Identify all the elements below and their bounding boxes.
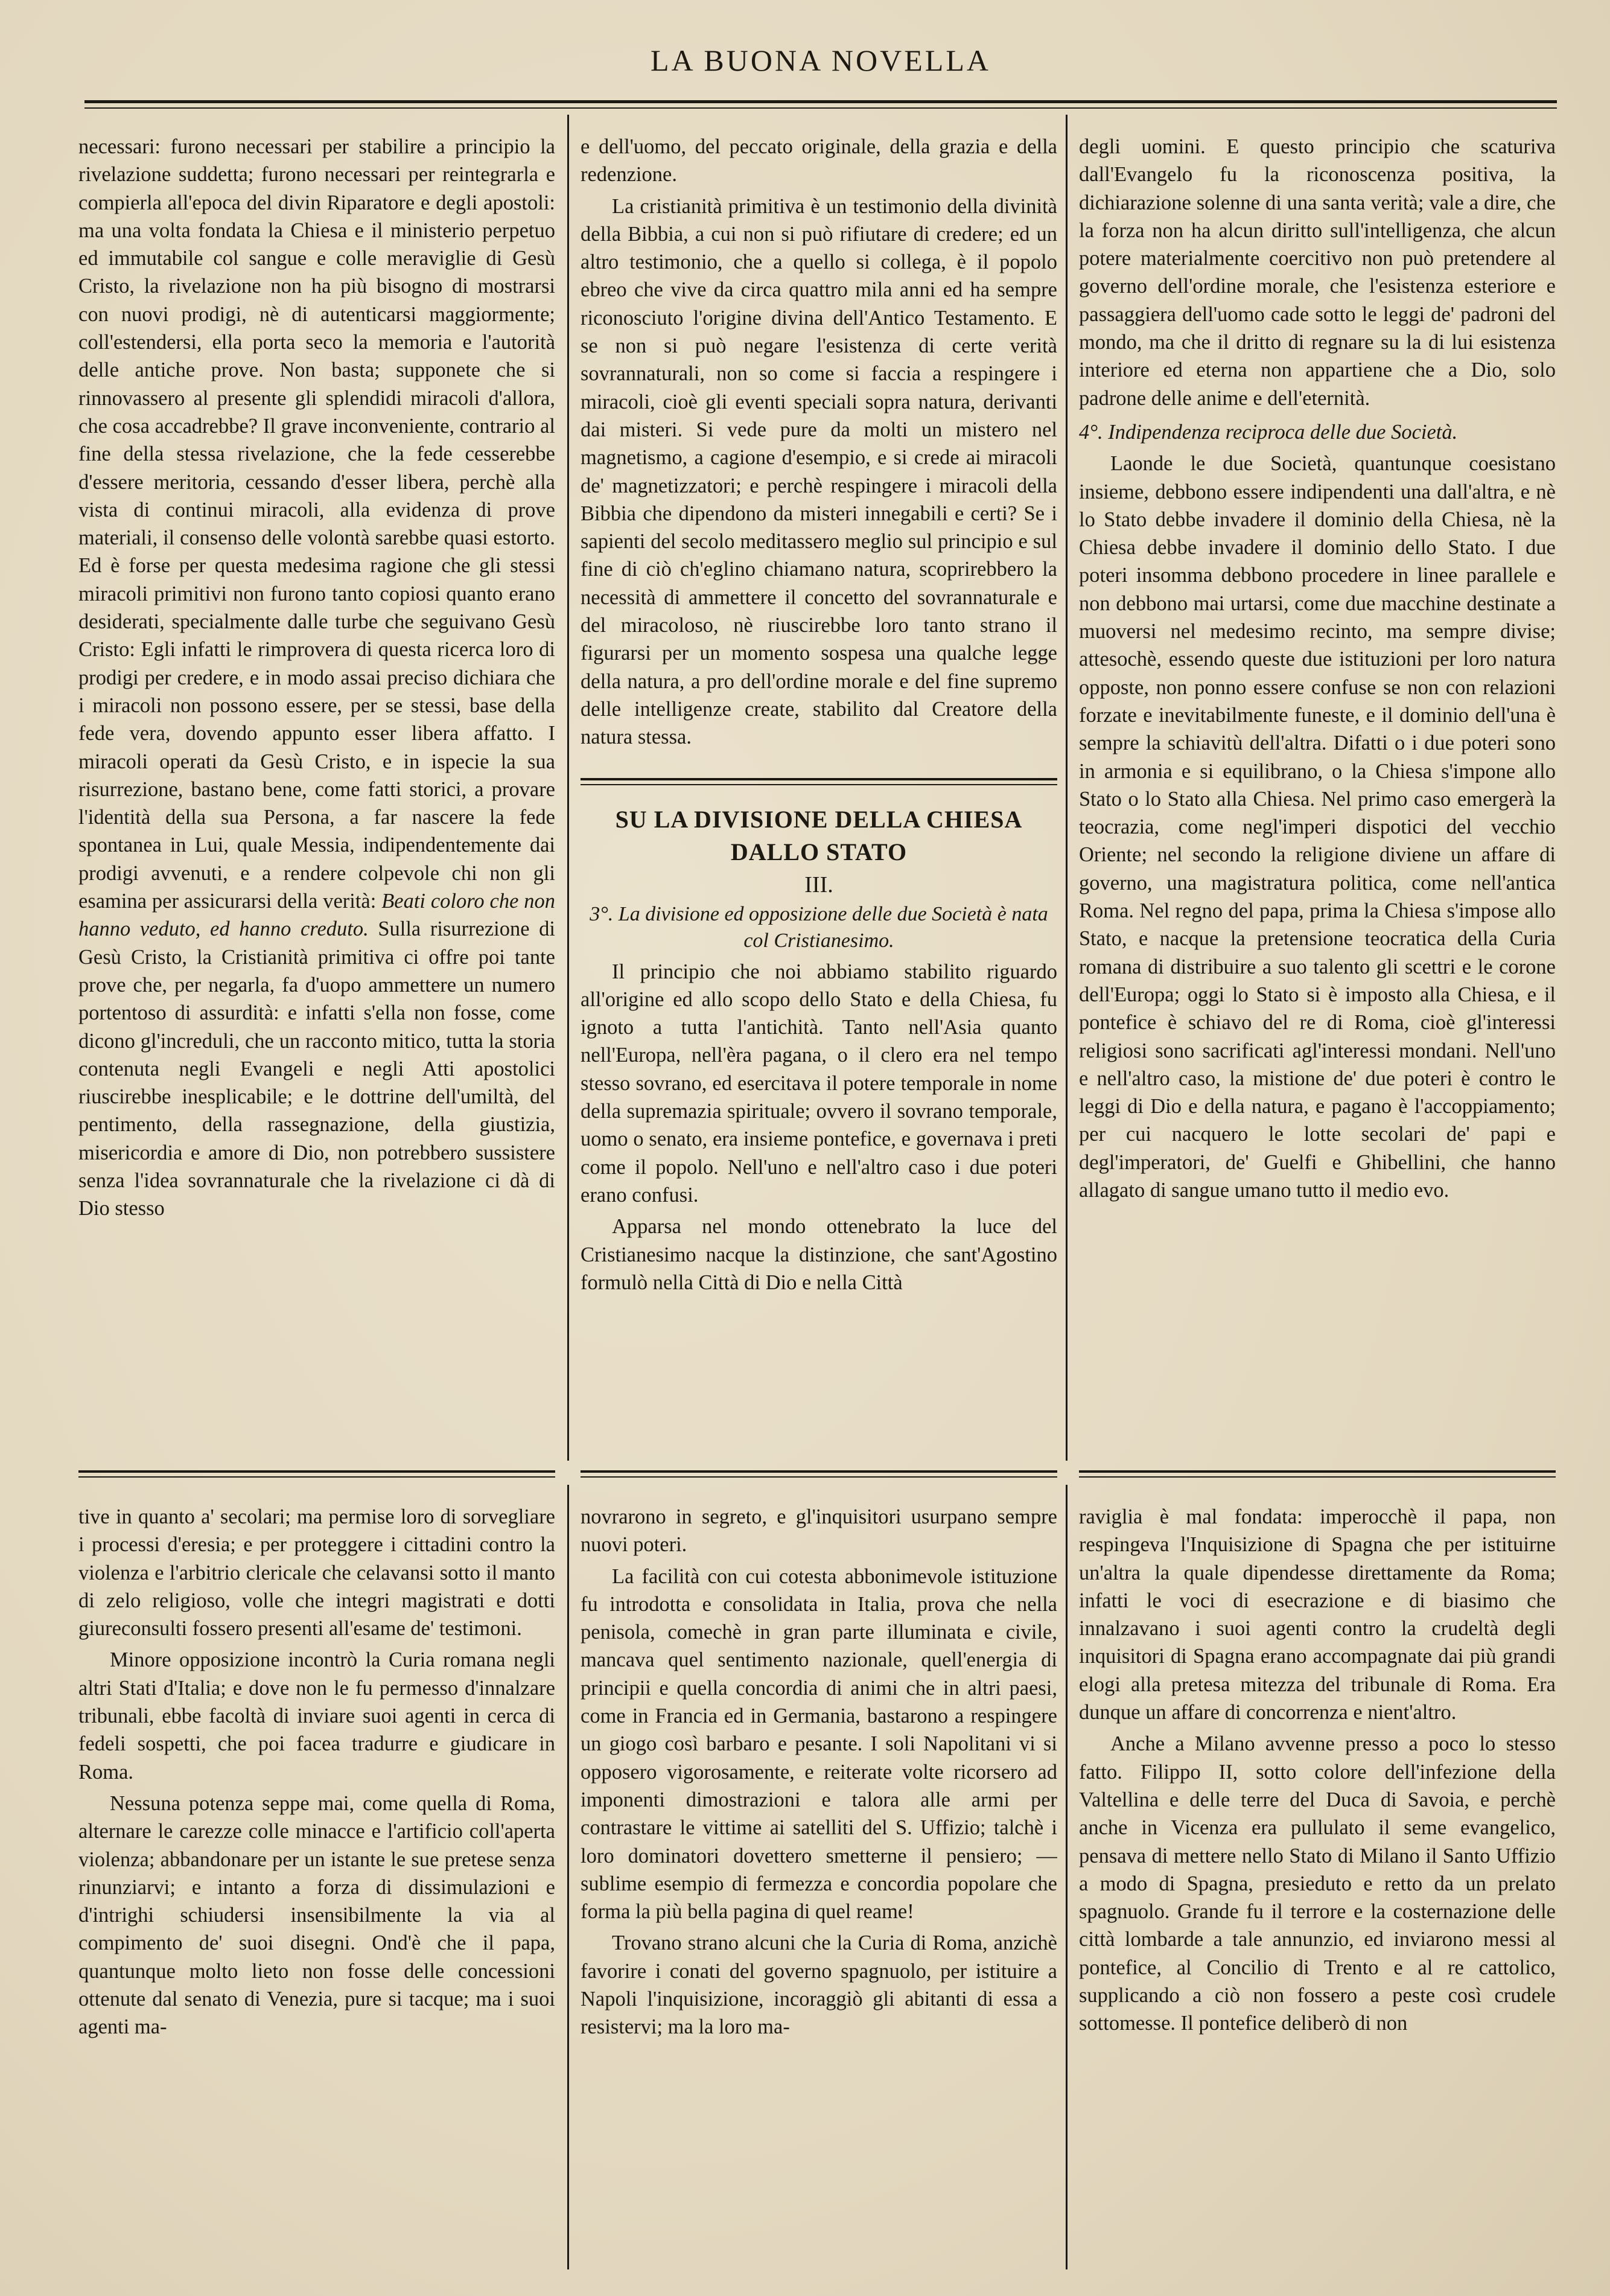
header-rule [84,100,1557,109]
paragraph: e dell'uomo, del peccato originale, della grazia e della redenzione. [581,135,1057,187]
section-rule [78,1470,555,1478]
section-subtitle: 3°. La divisione ed opposizione delle due Società è nata col Cristianesimo. [590,902,1048,952]
masthead-title: LA BUONA NOVELLA [651,43,991,77]
section-title: SU LA DIVISIONE DELLA CHIESA DALLO STATO [615,805,1023,866]
paragraph: La facilità con cui cotesta abbonimevole istituzione fu introdotta e consolidata in Italia, prova che nella penisola, comechè in gran parte illuminata e civile, mancava quel sentimento nazionale, quell'energia di principii e quella concordia di animi che in altri paesi, come in Francia ed in Germania, bastarono a respingere un giogo così barbaro e pesante. I soli Napolitani vi si opposero vigorosamente, e reiterate volte ricorsero ad imponenti dimostrazioni e talora alle armi per contrastare le vittime ai satelliti del S. Uffizio; talchè i loro dominatori dovettero smetterne il pensiero; — sublime esempio di fermezza e concordia popolare che forma la più bella pagina di quel reame! [581,1564,1057,1924]
top-column-2 [581,133,1057,1461]
quotation: Beati coloro che non hanno veduto, ed hanno creduto. [78,890,555,941]
paragraph: degli uomini. E questo principio che scaturiva dall'Evangelo fu la riconoscenza positiva, la dichiarazione solenne di una santa verità; vale a dire, che la forza non ha alcun diritto sull'intelligenza, che alcun potere materialmente coercitivo non può pretendere al governo dell'ordine morale, che l'esistenza esteriore e passaggiera dell'uomo cade sotto le leggi de' padroni del mondo, ma che il dritto di regnare su la di lui esistenza interiore ed eterna non appartiene che a Dio, solo padrone delle anime e dell'eternità. [1079,135,1556,410]
paragraph: Nessuna potenza seppe mai, come quella di Roma, alternare le carezze colle minacce e l'artificio coll'aperta violenza; abbandonare per un istante le sue pretese senza rinunziarvi; e intanto a forza di dissimulazioni e d'intrighi schiudersi insensibilmente la via al compimento de' suoi disegni. Ond'è che il papa, quantunque molto lieto non fosse delle concessioni ottenute dal senato di Venezia, pure si tacque; ma i suoi agenti ma- [78,1791,555,2039]
paragraph: Laonde le due Società, quantunque coesistano insieme, debbono essere indipendenti una dall'altra, e nè lo Stato debbe invadere il dominio della Chiesa, nè la Chiesa debbe invadere il dominio dello Stato. I due poteri insomma debbono procedere in linee parallele e non debbono mai urtarsi, come due macchine destinate a muoversi nel medesimo recinto, ma sempre divise; attesochè, essendo queste due istituzioni per loro natura opposte, non ponno essere confuse se non con relazioni forzate e inevitabilmente funeste, e il dominio dell'una è sempre la schiavitù dell'altra. Difatti o i due poteri sono in armonia e si equilibrano, o la Chiesa s'impone allo Stato o lo Stato alla Chiesa. Nel primo caso emergerà la teocrazia, come negl'imperi dispotici del vecchio Oriente; nel secondo la religione diviene un affare di governo, una magistratura politica, come nell'antica Roma. Nel regno del papa, prima la Chiesa s'impose allo Stato, e nacque la pretensione teocratica della Curia romana di distribuire a suo talento gli scettri e le corone dell'Europa; oggi lo Stato si è imposto alla Chiesa, e il pontefice è schiavo del re di Roma, cioè gl'interessi religiosi sono sacrificati agl'interessi mondani. Nell'uno e nell'altro caso, la mistione de' due poteri è contro le leggi di Dio e della natura, e pagano è l'accoppiamento; per cui nacquero le lotte secolari de' papi e degl'imperatori, de' Guelfi e Ghibellini, che hanno allagato di sangue umano tutto il medio evo. [1079,452,1556,1202]
paragraph: Anche a Milano avvenne presso a poco lo stesso fatto. Filippo II, sotto colore dell'infezione della Valtellina e delle terre del Duca di Savoia, e perchè anche in Vicenza era pullulato il seme evangelico, pensava di mettere nello Stato di Milano il Santo Uffizio a modo di Spagna, presieduto e retto da un prelato spagnuolo. Grande fu il terrore e la costernazione delle città lombarde a tale annunzio, ed inviarono messi al pontefice, al Concilio di Trento e al re cattolico, supplicando a ciò non fossero a peste così crudele sottomesse. Il pontefice deliberò di non [1079,1732,1556,2035]
paragraph: Apparsa nel mondo ottenebrato la luce del Cristianesimo nacque la distinzione, che sant'Agostino formulò nella Città di Dio e nella Città [581,1215,1057,1294]
paragraph: tive in quanto a' secolari; ma permise loro di sorvegliare i processi d'eresia; e per proteggere i cittadini contro la violenza e l'arbitrio clericale che celavansi sotto il manto di zelo religioso, volle che integri magistrati e dotti giureconsulti fossero presenti all'esame de' testimoni. [78,1505,555,1641]
column-divider [1066,1485,1068,2269]
section-rule [1079,1470,1556,1478]
top-column-3 [1079,133,1556,1461]
section-number: III. [804,872,833,898]
paragraph: La cristianità primitiva è un testimonio della divinità della Bibbia, a cui non si può rifiutare di credere; ed un altro testimonio, che a quello si collega, è il popolo ebreo che vive da circa quattro mila anni ed ha sempre riconosciuto l'origine divina dell'Antico Testamento. E se non si può negare l'esistenza di certe verità sovrannaturali, non so come si faccia a respingere i miracoli, cioè gli eventi speciali sopra natura, derivanti dai misteri. Si vede pure da molti un mistero nel magnetismo, a cagione d'esempio, e si crede ai miracoli de' magnetizzatori; e perchè respingere i miracoli della Bibbia che dipendono da misteri innegabili e certi? Se i sapienti del secolo meditassero meglio sul principio e sul fine di ciò ch'eglino chiamano natura, scoprirebbero la necessità di ammettere il concetto del sovrannaturale e del miracoloso, nè riuscirebbe loro tanto strano il figurarsi per un momento sospesa una qualche legge della natura, a pro dell'ordine morale e del fine supremo delle intelligenze create, stabilito dal Creatore della natura stessa. [581,194,1057,749]
subsection-heading: 4°. Indipendenza reciproca delle due Società. [1079,420,1458,444]
bottom-column-2 [581,1503,1057,2282]
paragraph: Il principio che noi abbiamo stabilito riguardo all'origine ed allo scopo dello Stato e della Chiesa, fu ignoto a tutta l'antichità. Tanto nell'Asia quanto nell'Europa, nell'èra pagana, o il clero era nel tempo stesso sovrano, ed esercitava il potere temporale in nome della supremazia spirituale; ovvero il sovrano temporale, uomo o senato, era insieme pontefice, e governava i preti come il popolo. Nell'uno e nell'altro caso i due poteri erano confusi. [581,960,1057,1207]
column-divider [567,1485,569,2269]
bottom-column-1 [78,1503,555,2282]
bottom-column-3 [1079,1503,1556,2282]
section-rule [581,778,1057,785]
column-divider [1066,115,1068,1461]
section-rule [581,1470,1057,1478]
paragraph: novrarono in segreto, e gl'inquisitori usurpano sempre nuovi poteri. [581,1505,1057,1557]
column-divider [567,115,569,1461]
paragraph: raviglia è mal fondata: imperocchè il papa, non respingeva l'Inquisizione di Spagna che per istituirne un'altra la quale dipendesse direttamente da Roma; infatti le voci di esecrazione e di biasimo che innalzavano i suoi agenti contro la crudeltà degli inquisitori di Spagna erano accompagnate dai più grandi elogi alla pretesa mitezza del tribunale di Roma. Era dunque un affare di concorrenza e nient'altro. [1079,1505,1556,1724]
paragraph: necessari: furono necessari per stabilire a principio la rivelazione suddetta; furono necessari per reintegrarla e compierla all'epoca del divin Riparatore e degli apostoli: ma una volta fondata la Chiesa e il ministerio perpetuo ed immutabile col sangue e colle meraviglie di Gesù Cristo, la rivelazione non ha più bisogno di mostrarsi con nuovi prodigi, nè di autenticarsi maggiormente; coll'estendersi, ella porta seco la memoria e l'autorità delle antiche prove. Non basta; supponete che si rinnovassero al presente gli splendidi miracoli d'allora, che cosa accadrebbe? Il grave inconveniente, contrario al fine della stessa rivelazione, che la fede cesserebbe d'essere meritoria, cessando d'esser libera, perchè alla vista di continui miracoli, alla evidenza di prove materiali, il consenso delle volontà sarebbe quasi estorto. Ed è forse per questa medesima ragione che gli stessi miracoli primitivi non furono tanto copiosi quanto erano desiderati, specialmente dalle turbe che seguivano Gesù Cristo: Egli infatti le rimprovera di questa ricerca loro di prodigi per credere, e in modo assai preciso dichiara che i miracoli non possono essere, per se stessi, base della fede vera, dovendo appunto esser libera affatto. I miracoli operati da Gesù Cristo, e in ispecie la sua risurrezione, bastano bene, come fatti storici, a provare l'identità della sua Persona, a far nascere la fede spontanea in Lui, quale Messia, indipendentemente dai prodigi avvenuti, e a rendere colpevole chi non gli esamina per assicurarsi della verità: Beati coloro che non hanno veduto, ed hanno creduto. Sulla risurrezione di Gesù Cristo, la Cristianità primitiva ci offre poi tante prove che, per negarla, fa d'uopo ammettere un numero portentoso di assurdità: e infatti s'ella non fosse, come dicono gl'increduli, che un racconto mitico, tutta la storia contenuta negli Evangeli e negli Atti apostolici riuscirebbe inesplicabile; e le dottrine dell'umiltà, del pentimento, della rassegnazione, della giustizia, misericordia e amore di Dio, non potrebbero sussistere senza l'idea sovrannaturale che la rivelazione ci dà di Dio stesso [78,135,555,1220]
top-column-1 [78,133,555,1461]
paragraph: Minore opposizione incontrò la Curia romana negli altri Stati d'Italia; e dove non le fu permesso d'innalzare tribunali, ebbe facoltà di inviare suoi agenti in cerca di fedeli sospetti, che poi facea tradurre e giudicare in Roma. [78,1648,555,1784]
paragraph: Trovano strano alcuni che la Curia di Roma, anzichè favorire i conati del governo spagnuolo, per istituire a Napoli l'inquisizione, incoraggiò gli abitanti di essa a resistervi; ma la loro ma- [581,1931,1057,2039]
